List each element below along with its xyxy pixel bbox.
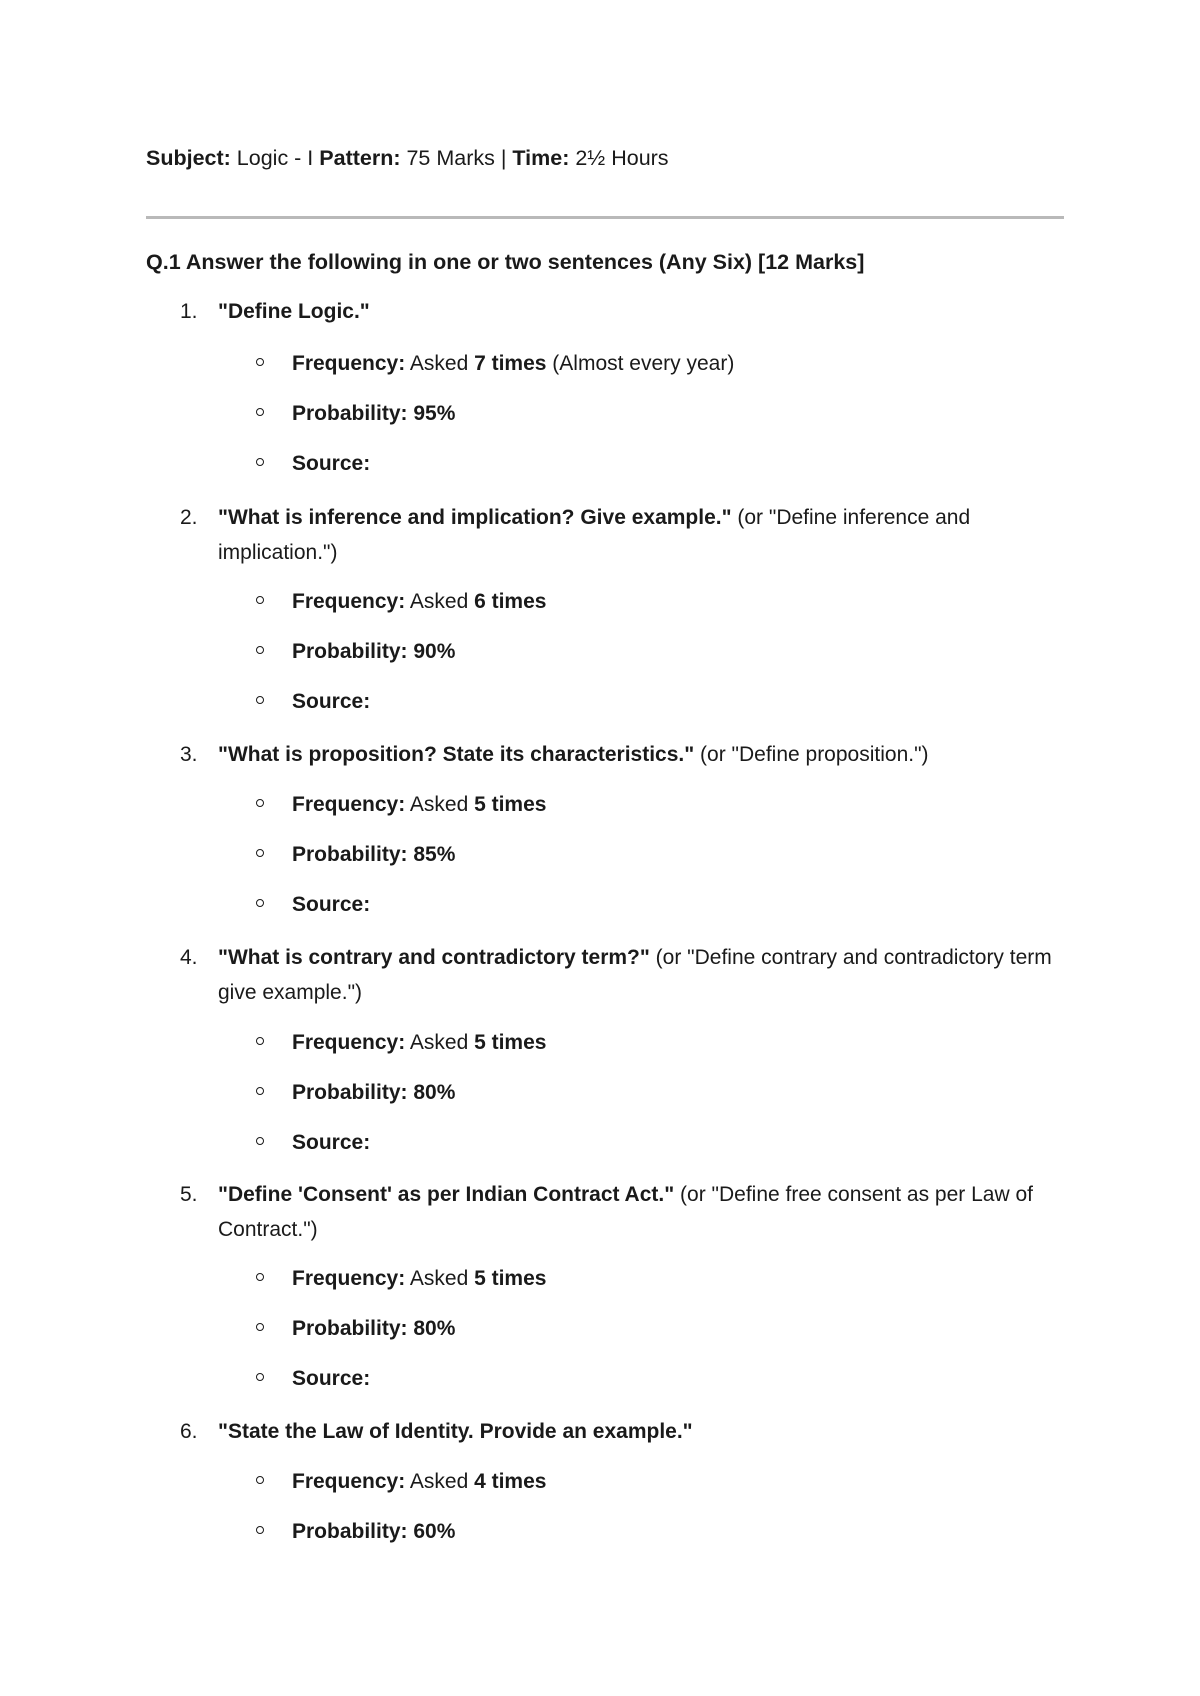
bullet-icon (256, 646, 264, 654)
question-text (218, 500, 1066, 570)
question-number: 4. (180, 946, 198, 969)
bullet-icon (256, 899, 264, 907)
source-label: Source: (292, 893, 371, 916)
asked-text: Asked (405, 590, 475, 613)
probability-value: 90% (407, 640, 456, 663)
question-text (218, 1177, 1066, 1247)
probability-label: Probability: (292, 402, 408, 425)
asked-text: Asked (405, 1031, 475, 1054)
frequency-times: 5 times (474, 1031, 547, 1054)
asked-text: Asked (405, 793, 475, 816)
question-alt-text: (or "Define proposition.") (694, 743, 929, 766)
frequency-times: 7 times (474, 352, 547, 375)
probability-value: 80% (407, 1081, 456, 1104)
subject-label: Subject: (146, 146, 231, 170)
question-text (218, 1414, 1066, 1449)
question-bold-text: "State the Law of Identity. Provide an example." (218, 1420, 693, 1443)
source-label: Source: (292, 690, 371, 713)
question-bold-text: "Define Logic." (218, 300, 370, 323)
source-label: Source: (292, 1367, 371, 1390)
frequency-times: 5 times (474, 1267, 547, 1290)
bullet-icon (256, 408, 264, 416)
frequency-times: 4 times (474, 1470, 547, 1493)
question-number: 6. (180, 1420, 198, 1443)
exam-header (146, 146, 669, 171)
frequency-note: (Almost every year) (546, 352, 735, 375)
bullet-icon (256, 358, 264, 366)
question-bold-text: "What is proposition? State its characteristics." (218, 743, 695, 766)
pattern-label: Pattern: (319, 146, 401, 170)
bullet-icon (256, 1273, 264, 1281)
section-title: Q.1 Answer the following in one or two sentences (Any Six) [12 Marks] (146, 250, 865, 274)
frequency-times: 6 times (474, 590, 547, 613)
question-alt-text: (or "Define free consent as per Law of Contract.") (218, 1183, 1033, 1241)
asked-text: Asked (405, 1267, 475, 1290)
probability-label: Probability: (292, 640, 408, 663)
frequency-label: Frequency: (292, 352, 406, 375)
frequency-label: Frequency: (292, 793, 406, 816)
probability-label: Probability: (292, 1081, 408, 1104)
time-value: 2½ Hours (569, 146, 669, 170)
question-alt-text: (or "Define inference and implication.") (218, 506, 971, 564)
source-label: Source: (292, 452, 371, 475)
probability-label: Probability: (292, 1317, 408, 1340)
bullet-icon (256, 596, 264, 604)
subject-value: Logic - I (230, 146, 320, 170)
question-bold-text: "What is inference and implication? Give example." (218, 506, 732, 529)
question-bold-text: "What is contrary and contradictory term?" (218, 946, 650, 969)
horizontal-rule (146, 216, 1064, 219)
bullet-icon (256, 849, 264, 857)
bullet-icon (256, 1037, 264, 1045)
asked-text: Asked (405, 1470, 475, 1493)
pattern-value: 75 Marks | (400, 146, 513, 170)
bullet-icon (256, 1476, 264, 1484)
time-label: Time: (512, 146, 570, 170)
question-number: 5. (180, 1183, 198, 1206)
bullet-icon (256, 696, 264, 704)
frequency-label: Frequency: (292, 1031, 406, 1054)
question-alt-text: (or "Define contrary and contradictory term give example.") (218, 946, 1052, 1004)
question-bold-text: "Define 'Consent' as per Indian Contract Act." (218, 1183, 675, 1206)
bullet-icon (256, 1526, 264, 1534)
probability-value: 60% (407, 1520, 456, 1543)
frequency-label: Frequency: (292, 590, 406, 613)
frequency-label: Frequency: (292, 1470, 406, 1493)
question-number: 3. (180, 743, 198, 766)
bullet-icon (256, 458, 264, 466)
frequency-times: 5 times (474, 793, 547, 816)
bullet-icon (256, 799, 264, 807)
question-number: 1. (180, 300, 198, 323)
question-text (218, 737, 1066, 772)
probability-value: 85% (407, 843, 456, 866)
asked-text: Asked (405, 352, 475, 375)
probability-label: Probability: (292, 843, 408, 866)
bullet-icon (256, 1323, 264, 1331)
probability-label: Probability: (292, 1520, 408, 1543)
frequency-label: Frequency: (292, 1267, 406, 1290)
bullet-icon (256, 1087, 264, 1095)
question-text (218, 940, 1066, 1010)
question-number: 2. (180, 506, 198, 529)
probability-value: 80% (407, 1317, 456, 1340)
probability-value: 95% (407, 402, 456, 425)
source-label: Source: (292, 1131, 371, 1154)
question-text (218, 294, 1066, 329)
bullet-icon (256, 1137, 264, 1145)
bullet-icon (256, 1373, 264, 1381)
